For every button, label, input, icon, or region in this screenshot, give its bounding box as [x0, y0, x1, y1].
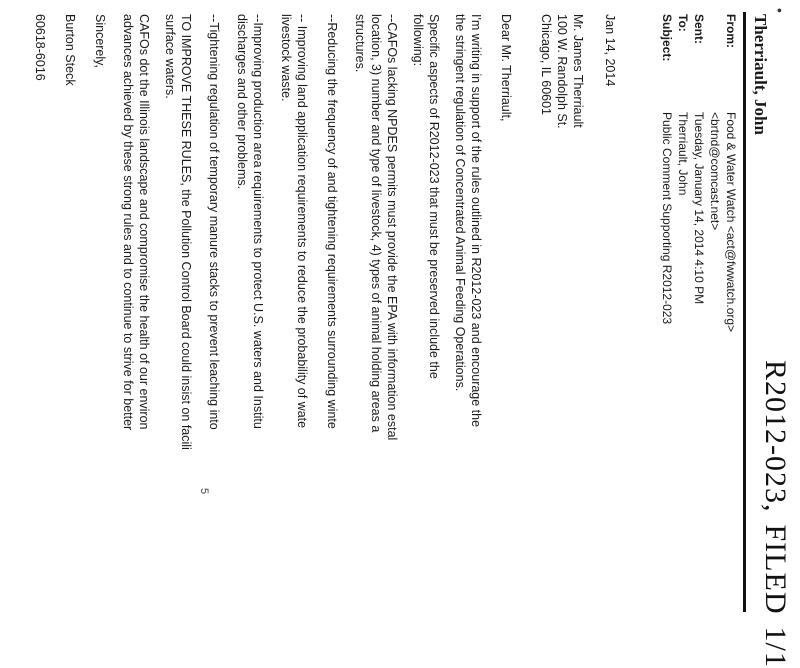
page-number: 5: [198, 488, 210, 495]
intro-line: the stringent regulation of Concentrated Animal Feeding Operations.: [453, 14, 467, 392]
aspects-line: Specific aspects of R2012-023 that must be preserved include the: [427, 14, 441, 379]
to-label: To:: [676, 14, 690, 32]
from-label: From:: [724, 14, 738, 48]
author-name: Therriault, John: [751, 14, 770, 135]
signer-name: Burton Steck: [63, 14, 77, 86]
subject-value: Public Comment Supporting R2012-023: [660, 112, 674, 325]
stamp-filed: FILED: [759, 524, 792, 615]
stamp-docket: R2012-023,: [759, 360, 792, 513]
point-line: discharges and other problems.: [235, 14, 249, 190]
recipient-block: [538, 14, 586, 129]
filed-stamp: [758, 360, 792, 668]
recipient-street: 100 W. Randolph St.: [555, 14, 569, 129]
subject-label: Subject:: [660, 14, 674, 62]
scan-speck: •: [772, 8, 788, 13]
header-rule: [743, 12, 746, 612]
to-value: Therriault, John: [676, 112, 690, 196]
sent-value: Tuesday, January 14, 2014 4:10 PM: [692, 112, 706, 305]
closing-line: surface waters.: [163, 14, 177, 99]
closing-cafos: [120, 14, 152, 430]
signer-zip: 60618-6016: [33, 14, 47, 81]
signoff: Sincerely,: [93, 14, 107, 68]
sent-label: Sent:: [692, 14, 706, 44]
stamp-page: 1/1: [759, 626, 792, 668]
aspects-intro: [410, 14, 442, 379]
point-line: structures.: [353, 14, 367, 73]
recipient-city: Chicago, IL 60601: [539, 14, 553, 116]
intro-paragraph: [452, 14, 484, 427]
closing-line: advances achieved by these strong rules and to continue to strive for better: [121, 14, 135, 431]
closing-line: TO IMPROVE THESE RULES, the Pollution Control Board could insist on facili: [179, 14, 193, 450]
point-manure: --Tightening regulation of temporary manure stacks to prevent leaching into: [207, 14, 221, 430]
closing-line: CAFOs dot the Illinois landscape and compromise the health of our environ: [137, 14, 151, 430]
point-production: [234, 14, 266, 429]
point-line: --CAFOs lacking NPDES permits must provide the EPA with information estal: [385, 14, 399, 441]
aspects-line: following:: [411, 14, 425, 67]
point-winter: --Reducing the frequency of and tightening requirements surrounding winte: [325, 14, 339, 429]
salutation: Dear Mr. Therriault,: [499, 14, 513, 122]
closing-improve: [162, 14, 194, 450]
letter-date: Jan 14, 2014: [603, 14, 617, 87]
point-line: --Improving production area requirements to protect U.S. waters and Institu: [251, 14, 265, 429]
recipient-name: Mr. James Therriault: [571, 14, 585, 128]
from-name: Food & Water Watch <act@fwwatch.org>: [724, 112, 738, 333]
point-line: livestock waste.: [279, 14, 293, 102]
from-email: <brtnd@comcast.net>: [708, 112, 722, 231]
intro-line: I'm writing in support of the rules outlined in R2012-023 and encourage the: [469, 14, 483, 428]
point-line: -- Improving land application requirements to reduce the probability of wate: [295, 14, 309, 429]
point-npdes: [352, 14, 400, 440]
point-line: location, 3) number and type of livestock, 4) types of animal holding areas a: [369, 14, 383, 433]
point-land: [278, 14, 310, 428]
